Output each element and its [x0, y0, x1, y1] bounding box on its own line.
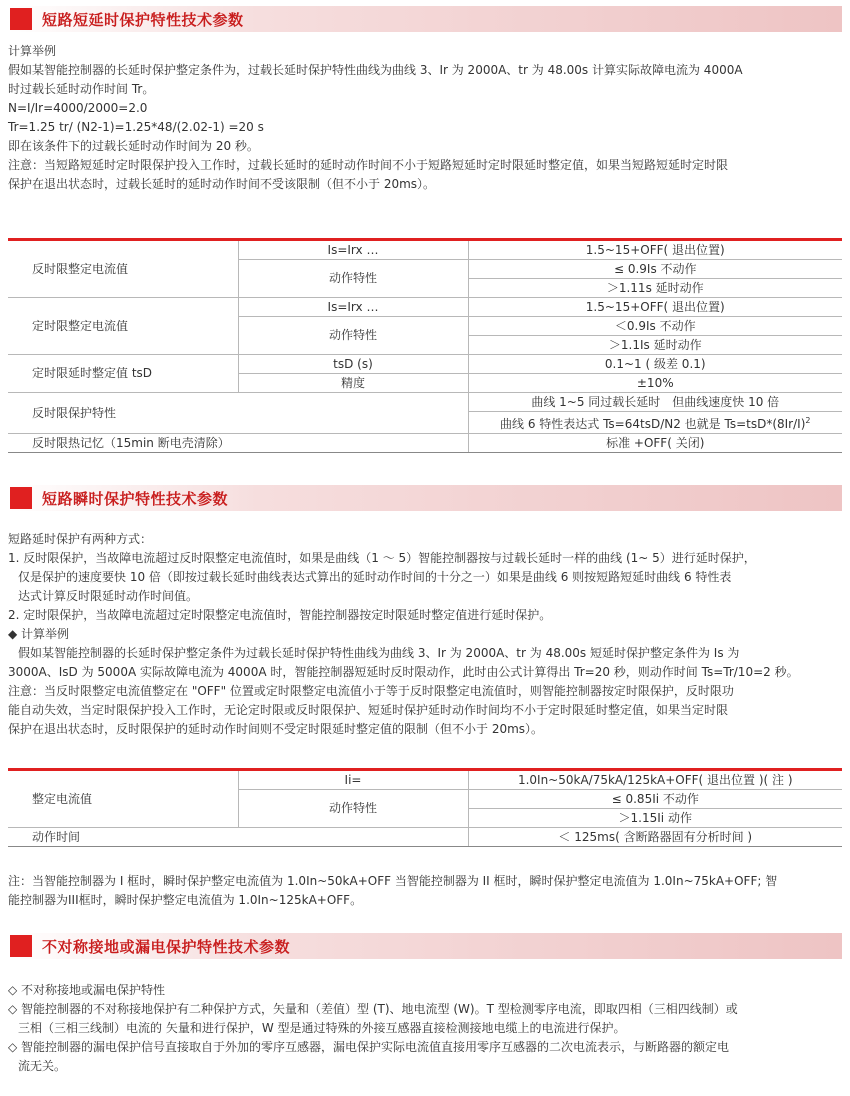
list-item-line: 1. 反时限保护，当故障电流超过反时限整定电流值时，如果是曲线（1 ～ 5）智能控制器按与过载长延时一样的曲线 (1~ 5）进行延时保护， [8, 551, 756, 565]
table-cell: 精度 [238, 374, 468, 393]
list-item-line: ◇ 智能控制器的不对称接地保护有二种保护方式，矢量和（差值）型 (T)、地电流型 (W)。T 型检测零序电流，即取四相（三相四线制）或 [8, 1002, 738, 1016]
table-cell: 1.5~15+OFF( 退出位置) [468, 241, 842, 260]
table-cell: ＜ 125ms( 含断路器固有分析时间 ) [468, 828, 842, 847]
note-line: 保护在退出状态时，过载长延时的延时动作时间不受该限制（但不小于 20ms）。 [8, 177, 436, 191]
section1-text [8, 42, 842, 194]
note-line: 注意：当反时限整定电流值整定在 "OFF" 位置或定时限整定电流值小于等于反时限整定电流值时，则智能控制器按定时限保护，反时限功 [8, 684, 734, 698]
short-delay-spec-table [8, 241, 842, 453]
list-item-line: 流无关。 [18, 1059, 67, 1073]
table-row [8, 828, 842, 847]
table-cell: 整定电流值 [8, 771, 238, 828]
note-line: 注意：当短路短延时定时限保护投入工作时，过载长延时的延时动作时间不小于短路短延时定时限延时整定值，如果当短路短延时定时限 [8, 158, 729, 172]
paragraph-line: 短路延时保护有两种方式： [8, 532, 153, 546]
table-cell: Is=Irx … [238, 241, 468, 260]
table-cell: 定时限整定电流值 [8, 298, 238, 355]
list-item-line: 达式计算反时限延时动作时间值。 [18, 589, 199, 603]
table-cell: 反时限保护特性 [8, 393, 468, 434]
table-cell: 1.0In~50kA/75kA/125kA+OFF( 退出位置 )( 注 ) [468, 771, 842, 790]
list-item-line: ◇ 不对称接地或漏电保护特性 [8, 983, 166, 997]
table-cell: ≤ 0.9Is 不动作 [468, 260, 842, 279]
paragraph-line: 假如某智能控制器的长延时保护整定条件为，过载长延时保护特性曲线为曲线 3、Ir 为 2000A、tr 为 48.00s 计算实际故障电流为 4000A [8, 63, 743, 77]
table-cell: 动作特性 [238, 260, 468, 298]
section-title: 短路短延时保护特性技术参数 [42, 10, 244, 29]
note-line: 能自动失效，当定时限保护投入工作时，无论定时限或反时限保护、短延时保护延时动作时间均不小于定时限延时整定值，如果当定时限 [8, 703, 729, 717]
list-item-line: 仅是保护的速度要快 10 倍（即按过载长延时曲线表达式算出的延时动作时间的十分之一）如果是曲线 6 则按短路短延时曲线 6 特性表 [18, 570, 732, 584]
table-row [8, 241, 842, 260]
paragraph-line: 即在该条件下的过载长延时动作时间为 20 秒。 [8, 139, 259, 153]
table-cell: 曲线 1~5 同过载长延时 但曲线速度快 10 倍 [468, 393, 842, 412]
section-header-instantaneous [8, 485, 842, 511]
paragraph-line: 3000A、IsD 为 5000A 实际故障电流为 4000A 时，智能控制器短延时反时限动作，此时由公式计算得出 Tr=20 秒，则动作时间 Ts=Tr/10=2 秒。 [8, 665, 799, 679]
section2-text [8, 530, 842, 739]
section-marker-icon [10, 8, 32, 30]
table-cell: ＞1.1Is 延时动作 [468, 336, 842, 355]
table-cell: 反时限整定电流值 [8, 241, 238, 298]
table-cell: ＞1.15Ii 动作 [468, 809, 842, 828]
superscript: 2 [805, 416, 811, 425]
table-cell: ±10% [468, 374, 842, 393]
formula: Tr=1.25 tr/ (N2-1)=1.25*48/(2.02-1) =20 s [8, 120, 264, 134]
list-item-line: 三相（三相三线制）电流的 矢量和进行保护，W 型是通过特殊的外接互感器直接检测接地电缆上的电流进行保护。 [18, 1021, 626, 1035]
section-marker-icon [10, 487, 32, 509]
table-row [8, 434, 842, 453]
section-marker-icon [10, 935, 32, 957]
paragraph-line: 假如某智能控制器的长延时保护整定条件为过载长延时保护特性曲线为曲线 3、Ir 为 2000A、tr 为 48.00s 短延时保护整定条件为 Is 为 [18, 646, 740, 660]
table-cell: tsD (s) [238, 355, 468, 374]
instantaneous-spec-table [8, 771, 842, 847]
section-header-ground-fault [8, 933, 842, 959]
table-cell: Ii= [238, 771, 468, 790]
table-row [8, 355, 842, 374]
table-cell: 反时限热记忆（15min 断电壳清除） [8, 434, 468, 453]
table-cell: 1.5~15+OFF( 退出位置) [468, 298, 842, 317]
section-header-short-delay [8, 6, 842, 32]
table-cell: ＜0.9Is 不动作 [468, 317, 842, 336]
section3-text [8, 981, 842, 1076]
section-title: 短路瞬时保护特性技术参数 [42, 489, 229, 508]
section-title: 不对称接地或漏电保护特性技术参数 [42, 937, 291, 956]
table-cell: 动作特性 [238, 790, 468, 828]
instantaneous-note [8, 872, 842, 910]
table-cell: 动作特性 [238, 317, 468, 355]
table-cell: ＞1.11s 延时动作 [468, 279, 842, 298]
note-line: 能控制器为III框时，瞬时保护整定电流值为 1.0In~125kA+OFF。 [8, 893, 363, 907]
example-heading: ◆ 计算举例 [8, 627, 70, 641]
table-cell [468, 412, 842, 434]
table-cell: ≤ 0.85Ii 不动作 [468, 790, 842, 809]
table-cell: 0.1~1 ( 级差 0.1) [468, 355, 842, 374]
table-row [8, 771, 842, 790]
table-cell: 动作时间 [8, 828, 468, 847]
table-row [8, 393, 842, 412]
table-row [8, 298, 842, 317]
table-cell: 标准 +OFF( 关闭) [468, 434, 842, 453]
table-cell: 定时限延时整定值 tsD [8, 355, 238, 393]
list-item-line: 2. 定时限保护，当故障电流超过定时限整定电流值时，智能控制器按定时限延时整定值进行延时保护。 [8, 608, 552, 622]
formula: N=I/Ir=4000/2000=2.0 [8, 101, 148, 115]
formula-text: 曲线 6 特性表达式 Ts=64tsD/N2 也就是 Ts=tsD*(8Ir/I) [500, 417, 806, 431]
example-heading: 计算举例 [8, 44, 57, 58]
paragraph-line: 时过载长延时动作时间 Tr。 [8, 82, 155, 96]
note-line: 注：当智能控制器为 I 框时，瞬时保护整定电流值为 1.0In~50kA+OFF 当智能控制器为 II 框时，瞬时保护整定电流值为 1.0In~75kA+OFF; 智 [8, 874, 778, 888]
list-item-line: ◇ 智能控制器的漏电保护信号直接取自于外加的零序互感器，漏电保护实际电流值直接用零序互感器的二次电流表示，与断路器的额定电 [8, 1040, 730, 1054]
table-cell: Is=Irx … [238, 298, 468, 317]
note-line: 保护在退出状态时，反时限保护的延时动作时间则不受定时限延时整定值的限制（但不小于 20ms）。 [8, 722, 544, 736]
